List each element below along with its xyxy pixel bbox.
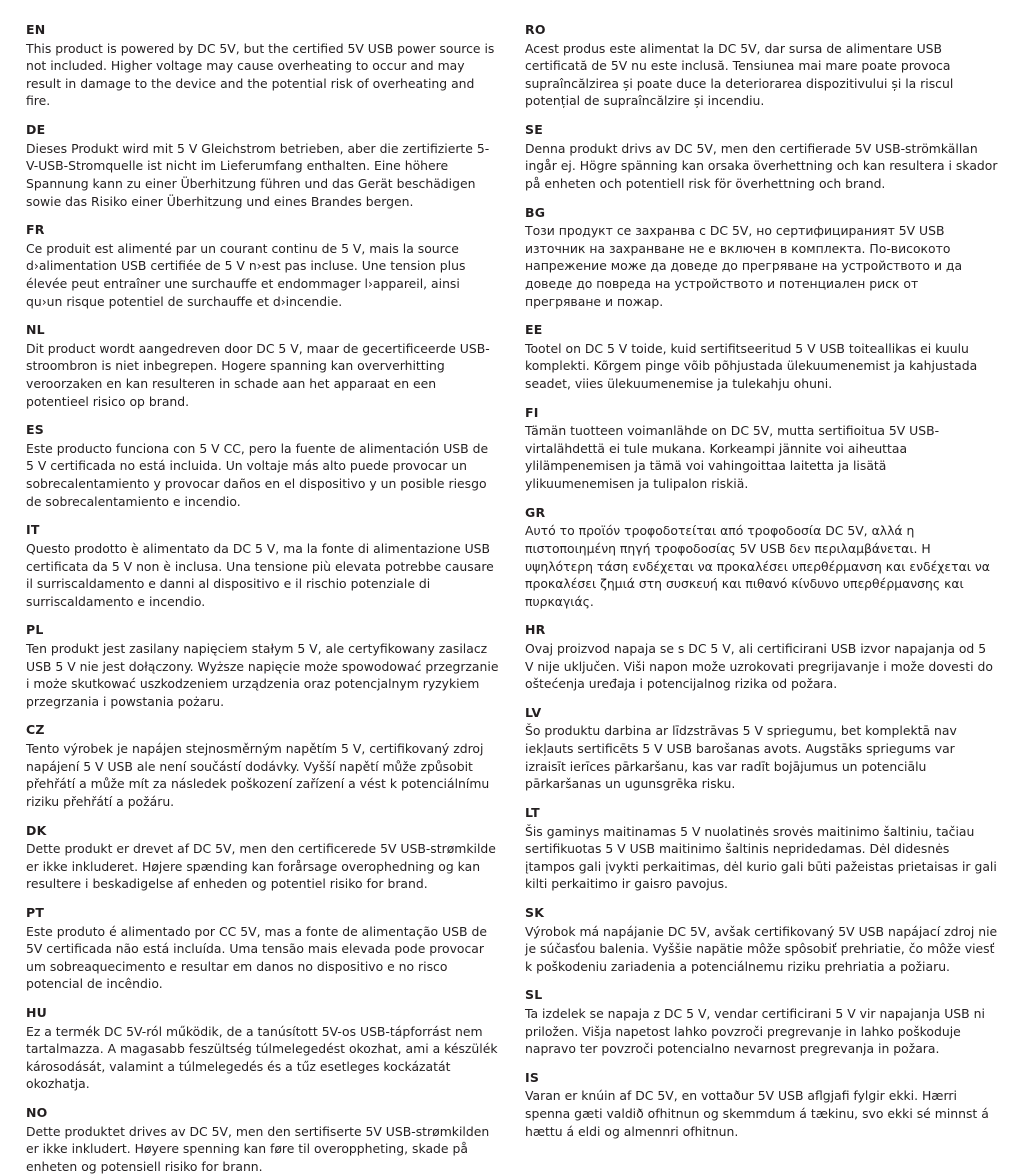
language-entry-cz bbox=[26, 722, 499, 810]
language-entry-sl bbox=[525, 987, 998, 1057]
language-text: Este produto é alimentado por CC 5V, mas a fonte de alimentação USB de 5V certificada não está incluída. Uma tensão mais elevada pode provocar um sobreaquecimento e resultar em danos no dispositivo e no risco potencial de incêndio. bbox=[26, 923, 487, 992]
language-entry-fi bbox=[525, 405, 998, 493]
language-code: FI bbox=[525, 404, 539, 420]
language-code: LT bbox=[525, 804, 540, 820]
language-code: RO bbox=[525, 22, 546, 37]
language-text: Šo produktu darbina ar līdzstrāvas 5 V spriegumu, bet komplektā nav iekļauts sertificēts 5 V USB barošanas avots. Augstāks spriegums var izraisīt ierīces pārkaršanu, kas var radīt bojājumus un potenciālu pārkaršanas un ugunsgrēka risku. bbox=[525, 723, 957, 792]
language-text: Acest produs este alimentat la DC 5V, dar sursa de alimentare USB certificată de 5V nu este inclusă. Tensiunea mai mare poate provoca supraîncălzirea și poate duce la deteriorarea dispozitivului și la riscul potențial de supraîncălzire și incendiu. bbox=[525, 40, 954, 109]
language-text: Dit product wordt aangedreven door DC 5 V, maar de gecertificeerde USB-stroombron is niet inbegrepen. Hogere spanning kan oververhitting veroorzaken en kan resulteren in schade aan het apparaat en een potentieel risico op brand. bbox=[26, 340, 490, 409]
language-entry-fr bbox=[26, 222, 499, 310]
language-text: Šis gaminys maitinamas 5 V nuolatinės srovės maitinimo šaltiniu, tačiau sertifikuotas 5 V USB maitinimo šaltinis nepridedamas. Dėl didesnės įtampos gali įvykti perkaitimas, dėl kurio gali būti pažeistas prietaisas ir gali kilti perkaitimo ir gaisro pavojus. bbox=[525, 823, 997, 892]
language-text: Ta izdelek se napaja z DC 5 V, vendar certificirani 5 V vir napajanja USB ni priložen. Višja napetost lahko povzroči pregrevanje in lahko poškoduje napravo ter povzroči potencialno nevarnost pregrevanja in požara. bbox=[525, 1006, 985, 1057]
language-entry-hr bbox=[525, 622, 998, 692]
language-code: LV bbox=[525, 704, 542, 720]
language-entry-se bbox=[525, 122, 998, 192]
language-text: Este producto funciona con 5 V CC, pero la fuente de alimentación USB de 5 V certificada no está incluida. Un voltaje más alto puede provocar un sobrecalentamiento y provocar daños en el dispositivo y un posible riesgo de sobrecalentamiento e incendio. bbox=[26, 440, 489, 509]
language-text: Tento výrobek je napájen stejnosměrným napětím 5 V, certifikovaný zdroj napájení 5 V USB ale není součástí dodávky. Vyšší napětí může způsobit přehřátí a může mít za následek poškození zařízení a vést k potenciálnímu riziku přehřátí a požáru. bbox=[26, 741, 490, 809]
language-code: FR bbox=[26, 222, 45, 238]
left-column bbox=[26, 22, 499, 1174]
language-text: Ten produkt jest zasilany napięciem stałym 5 V, ale certyfikowany zasilacz USB 5 V nie jest dołączony. Wyższe napięcie może spowodować przegrzanie i może skutkować uszkodzeniem urządzenia oraz potencjalnym ryzykiem przegrzania i powstania pożaru. bbox=[26, 641, 499, 709]
language-entry-hu bbox=[26, 1005, 499, 1093]
language-entry-es bbox=[26, 422, 499, 510]
language-text: Dieses Produkt wird mit 5 V Gleichstrom betrieben, aber die zertifizierte 5-V-USB-Stromquelle ist nicht im Lieferumfang enthalten. Eine höhere Spannung kann zu einer Überhitzung führen und das Gerät beschädigen sowie das Risiko einer Überhitzung und eines Brandes bergen. bbox=[26, 140, 490, 209]
language-entry-sk bbox=[525, 905, 998, 975]
language-code: EN bbox=[26, 22, 46, 37]
language-text: Výrobok má napájanie DC 5V, avšak certifikovaný 5V USB napájací zdroj nie je súčasťou balenia. Vyššie napätie môže spôsobiť prehriatie, čo môže viesť k poškodeniu zariadenia a potenciálnemu riziku prehriatia a požiaru. bbox=[525, 923, 998, 974]
language-code: PT bbox=[26, 904, 45, 920]
language-text: Tämän tuotteen voimanlähde on DC 5V, mutta sertifioitua 5V USB-virtalähdettä ei tule mukana. Korkeampi jännite voi aiheuttaa ylilämpenemisen ja tämä voi vahingoittaa laitetta ja lisätä ylikuumenemisen ja tulipalon riskiä. bbox=[525, 423, 940, 492]
language-entry-nl bbox=[26, 322, 499, 410]
language-entry-is bbox=[525, 1070, 998, 1140]
language-code: EE bbox=[525, 322, 543, 338]
language-code: GR bbox=[525, 504, 546, 520]
language-entry-pt bbox=[26, 905, 499, 993]
language-code: CZ bbox=[26, 722, 45, 738]
language-entry-lt bbox=[525, 805, 998, 893]
language-code: SE bbox=[525, 122, 543, 138]
language-code: HU bbox=[26, 1005, 48, 1021]
language-code: NL bbox=[26, 322, 45, 338]
language-entry-bg bbox=[525, 205, 998, 311]
language-code: IS bbox=[525, 1069, 540, 1085]
language-code: BG bbox=[525, 204, 546, 220]
language-text: Dette produkt er drevet af DC 5V, men den certificerede 5V USB-strømkilde er ikke inkluderet. Højere spænding kan forårsage overophedning og kan resultere i beskadigelse af enheden og potentiel risiko for brand. bbox=[26, 841, 496, 892]
right-column bbox=[525, 22, 998, 1139]
language-entry-dk bbox=[26, 823, 499, 893]
language-entry-lv bbox=[525, 705, 998, 793]
language-code: DE bbox=[26, 122, 46, 138]
language-text: Ez a termék DC 5V-ról működik, de a tanúsított 5V-os USB-tápforrást nem tartalmazza. A magasabb feszültség túlmelegedést okozhat, ami a készülék károsodását, valamint a túlmelegedés és a tűz esetleges kockázatát okozhatja. bbox=[26, 1023, 498, 1092]
language-code: ES bbox=[26, 422, 44, 438]
language-entry-pl bbox=[26, 622, 499, 710]
language-entry-ee bbox=[525, 322, 998, 392]
language-code: DK bbox=[26, 822, 47, 838]
language-entry-ro bbox=[525, 22, 998, 110]
language-code: HR bbox=[525, 622, 546, 638]
language-text: Този продукт се захранва с DC 5V, но сертифицираният 5V USB източник на захранване не е включен в комплекта. По-високото напрежение може да доведе до прегряване на устройството и да доведе до повреда на устройството и потенциален риск от прегряване и пожар. bbox=[525, 223, 963, 309]
language-code: SL bbox=[525, 987, 543, 1003]
language-entry-gr bbox=[525, 505, 998, 611]
language-text: Questo prodotto è alimentato da DC 5 V, ma la fonte di alimentazione USB certificata da 5 V non è inclusa. Una tensione più elevata potrebbe causare il surriscaldamento e danni al dispositivo e il rischio potenziale di surriscaldamento e incendio. bbox=[26, 540, 494, 609]
language-code: SK bbox=[525, 904, 545, 920]
language-text: Ovaj proizvod napaja se s DC 5 V, ali certificirani USB izvor napajanja od 5 V nije uključen. Viši napon može uzrokovati pregrijavanje i može dovesti do oštećenja uređaja i potencijalnog rizika od požara. bbox=[525, 641, 993, 692]
language-text: This product is powered by DC 5V, but the certified 5V USB power source is not included. Higher voltage may cause overheating to occur and may result in damage to the device and the potential risk of overheating and fire. bbox=[26, 40, 495, 109]
language-entry-it bbox=[26, 522, 499, 610]
language-text: Varan er knúin af DC 5V, en vottaður 5V USB aflgjafi fylgir ekki. Hærri spenna gæti valdið ofhitnun og skemmdum á tækinu, svo ekki sé minnst á hættu á eldi og almennri ofhitnun. bbox=[525, 1088, 989, 1139]
language-text: Denna produkt drivs av DC 5V, men den certifierade 5V USB-strömkällan ingår ej. Högre spänning kan orsaka överhettning och kan resultera i skador på enheten och potentiell risk för överhettning och brand. bbox=[525, 140, 998, 191]
language-text: Tootel on DC 5 V toide, kuid sertifitseeritud 5 V USB toiteallikas ei kuulu komplekti. Kõrgem pinge võib põhjustada ülekuumenemist ja kahjustada seadet, viies ülekuumenemise ja tulekahju ohuni. bbox=[525, 340, 978, 392]
language-entry-en bbox=[26, 22, 499, 110]
language-entry-de bbox=[26, 122, 499, 210]
language-code: PL bbox=[26, 622, 44, 638]
language-entry-no bbox=[26, 1105, 499, 1175]
language-code: IT bbox=[26, 522, 40, 538]
language-code: NO bbox=[26, 1105, 48, 1121]
language-text: Dette produktet drives av DC 5V, men den sertifiserte 5V USB-strømkilden er ikke inkludert. Høyere spenning kan føre til overoppheting, skade på enheten og potensiell risiko for brann. bbox=[26, 1123, 490, 1174]
language-text: Αυτό το προϊόν τροφοδοτείται από τροφοδοσία DC 5V, αλλά η πιστοποιημένη πηγή τροφοδοσίας 5V USB δεν περιλαμβάνεται. Η υψηλότερη τάση ενδέχεται να προκαλέσει υπερθέρμανση και ενδέχεται να προκαλέσει ζημιά στη συσκευή και πιθανό κίνδυνο υπερθέρμανσης και πυρκαγιάς. bbox=[525, 523, 990, 609]
language-text: Ce produit est alimenté par un courant continu de 5 V, mais la source d›alimentation USB certifiée de 5 V n›est pas incluse. Une tension plus élevée peut entraîner une surchauffe et endommager l›appareil, ainsi qu›un risque potentiel de surchauffe et d›incendie. bbox=[26, 240, 466, 309]
